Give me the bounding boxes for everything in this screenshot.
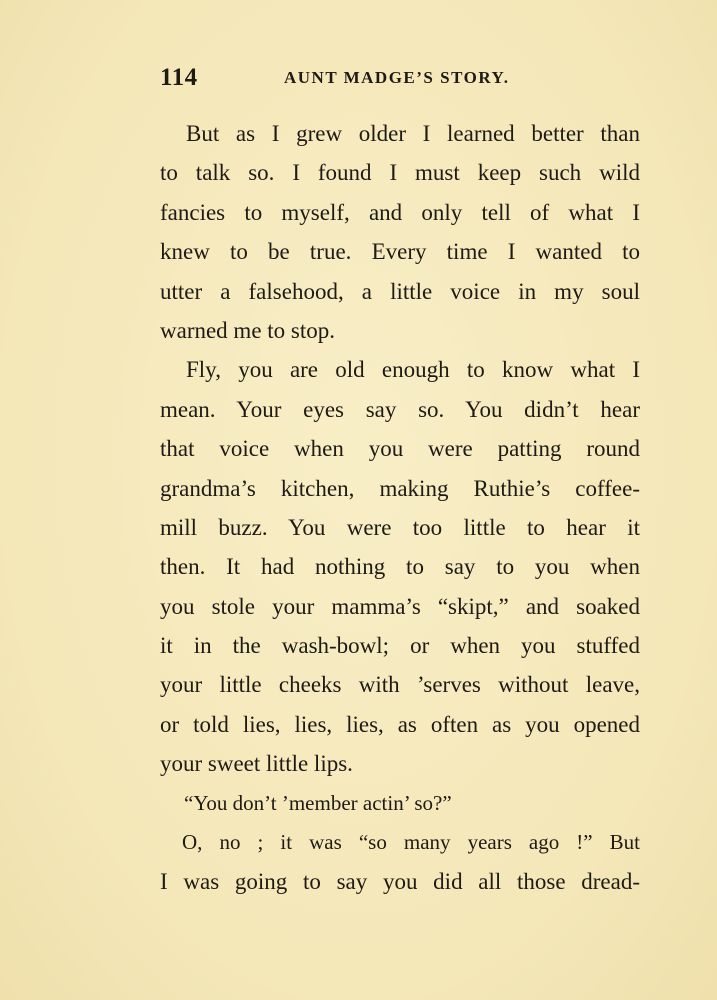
text-line: to talk so. I found I must keep such wild <box>160 160 640 186</box>
text-line: or told lies, lies, lies, as often as you opened <box>160 711 640 737</box>
text-line: knew to be true. Every time I wanted to <box>160 239 640 265</box>
text-line: that voice when you were patting round <box>160 436 640 462</box>
text-line: you stole your mamma’s “skipt,” and soaked <box>160 593 640 619</box>
body-text <box>160 114 640 902</box>
text-line: Fly, you are old enough to know what I <box>186 357 640 383</box>
text-line: I was going to say you did all those dread- <box>160 869 640 895</box>
running-title: AUNT MADGE’S STORY. <box>284 68 510 87</box>
text-line: mean. Your eyes say so. You didn’t hear <box>160 396 640 422</box>
page-number: 114 <box>160 64 198 91</box>
text-line: “You don’t ’member actin’ so?” <box>184 790 452 815</box>
text-line: utter a falsehood, a little voice in my soul <box>160 278 640 304</box>
text-line: O, no ; it was “so many years ago !” But <box>182 830 640 855</box>
text-line: But as I grew older I learned better than <box>186 121 640 146</box>
text-line: mill buzz. You were too little to hear it <box>160 514 640 540</box>
running-head <box>160 64 640 96</box>
text-line: fancies to myself, and only tell of what I <box>160 199 640 225</box>
text-line: warned me to stop. <box>160 317 336 343</box>
text-line: it in the wash-bowl; or when you stuffed <box>160 633 640 659</box>
text-line: grandma’s kitchen, making Ruthie’s coffee- <box>160 475 640 501</box>
text-line: your sweet little lips. <box>160 751 353 777</box>
text-line: then. It had nothing to say to you when <box>160 554 640 580</box>
text-line: your little cheeks with ’serves without leave, <box>160 672 640 698</box>
